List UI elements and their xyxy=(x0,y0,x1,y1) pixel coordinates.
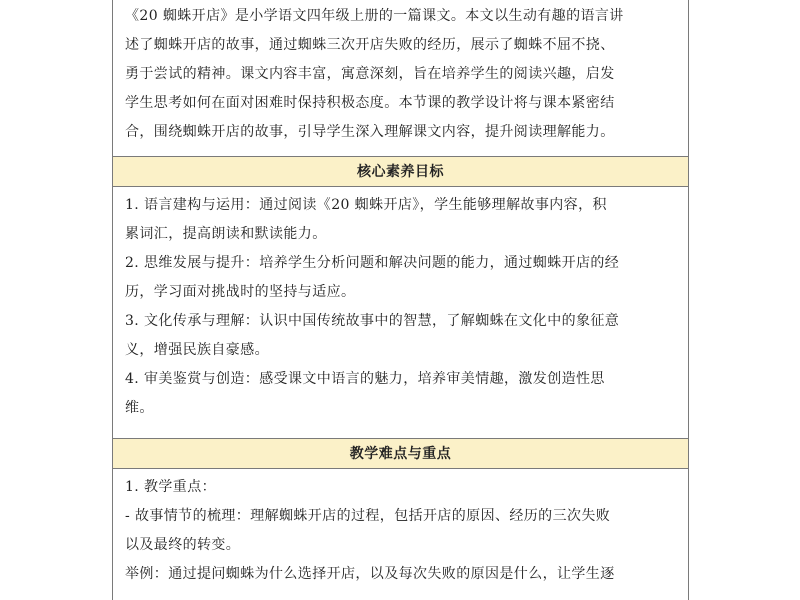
difficulties-heading: 教学难点与重点 xyxy=(113,439,688,469)
intro-line: 合，围绕蜘蛛开店的故事，引导学生深入理解课文内容，提升阅读理解能力。 xyxy=(125,124,615,140)
core-goals-heading: 核心素养目标 xyxy=(113,157,688,187)
intro-line: 学生思考如何在面对困难时保持积极态度。本节课的教学设计将与课本紧密结 xyxy=(125,95,615,111)
difficulty-line: 1. 教学重点： xyxy=(125,479,217,495)
intro-section xyxy=(113,0,688,157)
difficulty-line: - 故事情节的梳理：理解蜘蛛开店的过程，包括开店的原因、经历的三次失败 xyxy=(125,508,611,524)
difficulty-line: 以及最终的转变。 xyxy=(125,537,241,553)
difficulty-line: 举例：通过提问蜘蛛为什么选择开店，以及每次失败的原因是什么，让学生逐 xyxy=(125,566,615,582)
goal-line: 3. 文化传承与理解：认识中国传统故事中的智慧，了解蜘蛛在文化中的象征意 xyxy=(125,313,620,329)
core-goals-section xyxy=(113,187,688,439)
intro-line: 述了蜘蛛开店的故事，通过蜘蛛三次开店失败的经历，展示了蜘蛛不屈不挠、 xyxy=(125,37,615,53)
lesson-plan-table xyxy=(112,0,689,600)
goal-line: 2. 思维发展与提升：培养学生分析问题和解决问题的能力，通过蜘蛛开店的经 xyxy=(125,255,620,271)
intro-line: 《20 蜘蛛开店》是小学语文四年级上册的一篇课文。本文以生动有趣的语言讲 xyxy=(125,8,624,24)
goal-line: 维。 xyxy=(125,400,154,416)
difficulties-section xyxy=(113,469,688,600)
goal-line: 累词汇，提高朗读和默读能力。 xyxy=(125,226,327,242)
goal-line: 1. 语言建构与运用：通过阅读《20 蜘蛛开店》，学生能够理解故事内容，积 xyxy=(125,197,607,213)
goal-line: 义，增强民族自豪感。 xyxy=(125,342,269,358)
intro-line: 勇于尝试的精神。课文内容丰富，寓意深刻，旨在培养学生的阅读兴趣，启发 xyxy=(125,66,615,82)
goal-line: 历，学习面对挑战时的坚持与适应。 xyxy=(125,284,356,300)
goal-line: 4. 审美鉴赏与创造：感受课文中语言的魅力，培养审美情趣，激发创造性思 xyxy=(125,371,605,387)
